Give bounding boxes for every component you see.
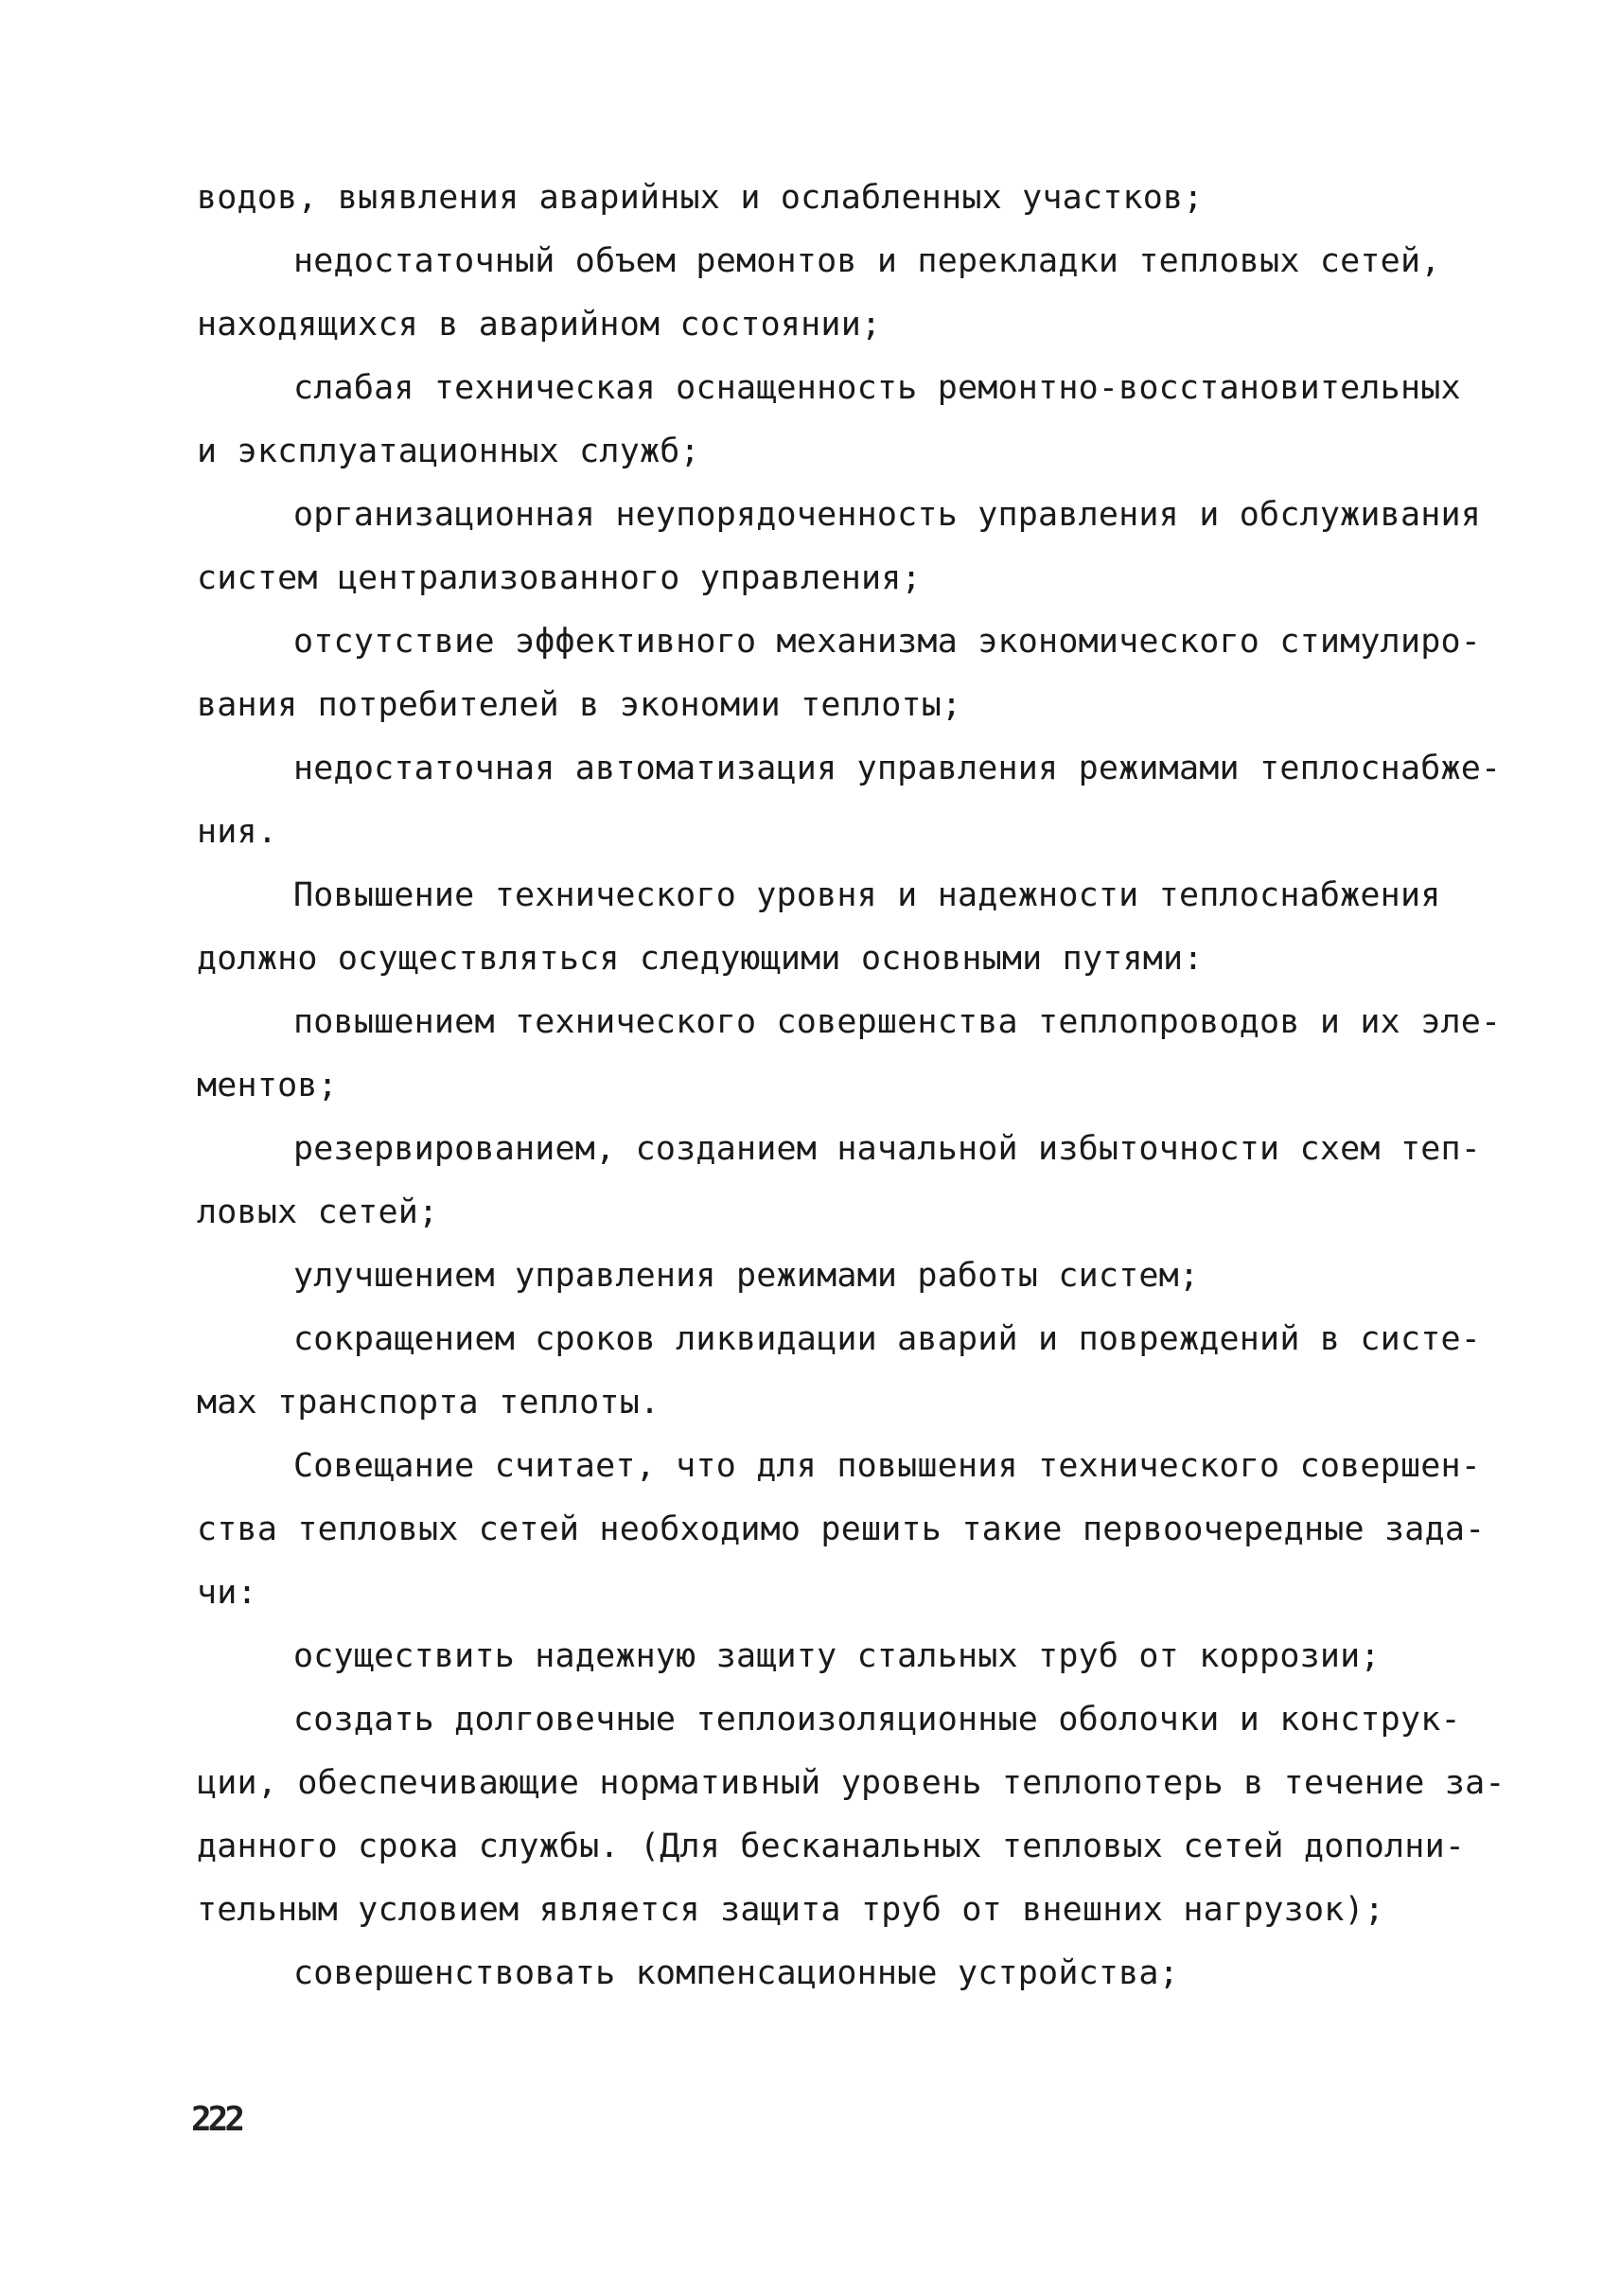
page-number: 222 — [191, 2100, 242, 2139]
text-line: водов, выявления аварийных и ослабленных участков; — [197, 179, 1204, 217]
text-line: недостаточная автоматизация управления режимами теплоснабже- — [293, 750, 1502, 787]
text-line: недостаточный объем ремонтов и перекладки тепловых сетей, — [293, 242, 1441, 280]
text-line: ства тепловых сетей необходимо решить такие первоочередные зада- — [197, 1510, 1486, 1548]
text-line: создать долговечные теплоизоляционные оболочки и конструк- — [293, 1701, 1461, 1739]
text-line: данного срока службы. (Для бесканальных тепловых сетей дополни- — [197, 1828, 1466, 1865]
text-line: осуществить надежную защиту стальных труб от коррозии; — [293, 1637, 1381, 1675]
text-line: слабая техническая оснащенность ремонтно-восстановительных — [293, 369, 1461, 407]
text-line: тельным условием является защита труб от внешних нагрузок); — [197, 1891, 1385, 1929]
text-line: систем централизованного управления; — [197, 559, 922, 597]
text-line: находящихся в аварийном состоянии; — [197, 306, 882, 344]
text-line: ловых сетей; — [197, 1193, 439, 1231]
text-line: мах транспорта теплоты. — [197, 1384, 660, 1422]
text-line: ния. — [197, 813, 278, 851]
text-line: чи: — [197, 1574, 257, 1612]
text-line: резервированием, созданием начальной избыточности схем теп- — [293, 1130, 1482, 1168]
text-line: Совещание считает, что для повышения технического совершен- — [293, 1447, 1482, 1485]
text-line: совершенствовать компенсационные устройства; — [293, 1954, 1179, 1992]
text-line: вания потребителей в экономии теплоты; — [197, 686, 962, 724]
text-line: отсутствие эффективного механизма экономического стимулиро- — [293, 623, 1482, 661]
text-line: должно осуществляться следующими основными путями: — [197, 940, 1204, 978]
text-line: ментов; — [197, 1067, 338, 1104]
text-line: ции, обеспечивающие нормативный уровень теплопотерь в течение за- — [197, 1764, 1506, 1802]
text-line: сокращением сроков ликвидации аварий и повреждений в систе- — [293, 1320, 1482, 1358]
text-line: улучшением управления режимами работы систем; — [293, 1257, 1200, 1295]
text-line: и эксплуатационных служб; — [197, 433, 700, 470]
text-line: повышением технического совершенства теплопроводов и их эле- — [293, 1003, 1502, 1041]
text-line: Повышение технического уровня и надежности теплоснабжения — [293, 876, 1441, 914]
text-line: организационная неупорядоченность управления и обслуживания — [293, 496, 1482, 534]
